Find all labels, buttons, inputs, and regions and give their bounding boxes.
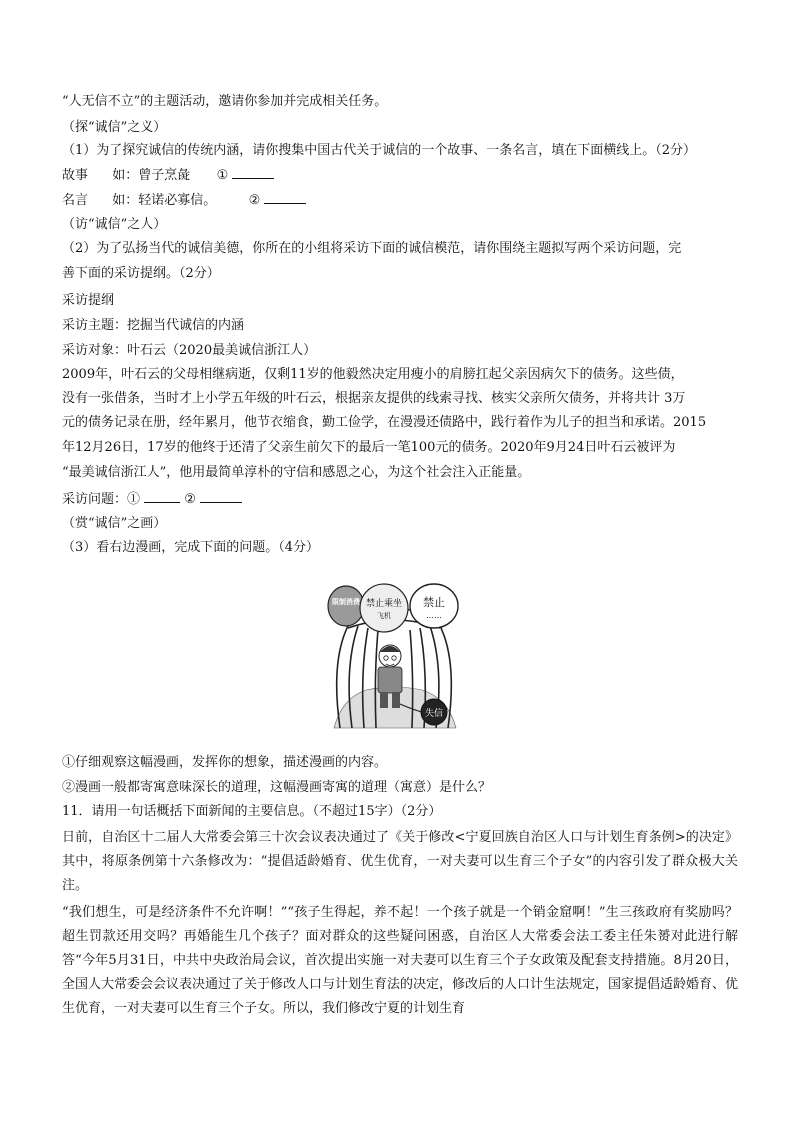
section-title-person: （访“诚信”之人） (62, 217, 167, 232)
story-line-4: 年12月26日，17岁的他终于还清了父亲生前欠下的最后一笔100元的债务。2020年9月24日叶石云被评为 (62, 440, 676, 455)
interview-blank-1[interactable] (144, 490, 180, 503)
outline-topic: 采访主题：挖掘当代诚信的内涵 (62, 318, 245, 333)
outline-title: 采访提纲 (62, 293, 115, 308)
saying-blank-marker: ② (248, 193, 261, 208)
saying-example: 如：轻诺必寡信。 (112, 193, 217, 208)
news-paragraph-2: “我们想生，可是经济条件不允许啊！”“孩子生得起，养不起！一个孩子就是一个销金窟啊！”生三孩政府有奖励吗？超生罚款还用交吗？再婚能生几个孩子？面对群众的这些疑问困惑，自治区人大常委会法工委主任朱赟对此进行解答“今年5月31日，中共中央政治局会议，首次提出实施一对夫妻可以生育三个子女政策及配套支持措施。8月20日，全国人大常委会会议表决通过了关于修改人口与计划生育法的决定，修改后的人口计生法规定，国家提倡适龄婚育、优生优育，一对夫妻可以生育三个子女。所以，我们修改宁夏的计划生育 (62, 905, 739, 1016)
sign-left-text: 限制消费 (332, 598, 360, 606)
question-3: （3）看右边漫画，完成下面的问题。（4分） (62, 540, 320, 555)
story-label: 故事 (62, 168, 89, 183)
sign-right-text-2: …… (426, 611, 442, 620)
section-title-meaning: （探“诚信”之义） (62, 120, 167, 135)
intro-line: “人无信不立”的主题活动，邀请你参加并完成相关任务。 (62, 94, 388, 109)
outline-subject: 采访对象：叶石云（2020最美诚信浙江人） (62, 343, 317, 358)
saying-label: 名言 (62, 193, 89, 208)
interview-questions-row (62, 490, 738, 508)
cartoon-image (322, 578, 466, 730)
question-2-line-1: （2）为了弘扬当代的诚信美德，你所在的小组将采访下面的诚信模范，请你围绕主题拟写两个采访问题，完 (62, 241, 682, 256)
saying-row (62, 191, 738, 209)
story-row (62, 166, 738, 184)
section-title-picture: （赏“诚信”之画） (62, 516, 167, 531)
shackle-ball-text: 失信 (424, 709, 444, 719)
sign-middle (360, 584, 408, 632)
sign-middle-text-1: 禁止乘坐 (365, 599, 403, 609)
question-3-sub-1: ①仔细观察这幅漫画，发挥你的想象，描述漫画的内容。 (62, 755, 388, 770)
sign-left (328, 586, 364, 626)
question-2-line-2: 善下面的采访提纲。（2分） (62, 266, 220, 281)
question-1: （1）为了探究诚信的传统内涵，请你搜集中国古代关于诚信的一个故事、一条名言，填在下面横线上。（2分） (62, 143, 697, 158)
sign-middle-text-2: 飞机 (377, 612, 391, 620)
question-11: 11．请用一句话概括下面新闻的主要信息。（不超过15字）（2分） (62, 804, 442, 819)
story-line-1: 2009年，叶石云的父母相继病逝，仅剩11岁的他毅然决定用瘦小的肩膀扛起父亲因病欠下的债务。这些债， (62, 367, 684, 382)
story-example: 如：曾子烹彘 (112, 168, 191, 183)
story-line-3: 元的债务记录在册，经年累月，他节衣缩食，勤工俭学，在漫漫还债路中，践行着作为儿子的担当和承诺。2015 (62, 415, 707, 430)
sign-right (410, 584, 458, 628)
question-3-sub-2: ②漫画一般都寄寓意味深长的道理，这幅漫画寄寓的道理（寓意）是什么？ (62, 780, 492, 795)
sign-right-text-1: 禁止 (423, 596, 445, 609)
interview-blank-2-marker: ② (184, 492, 196, 507)
saying-blank-line[interactable] (264, 191, 306, 204)
interview-questions-label: 采访问题：① (62, 492, 141, 507)
story-blank-marker: ① (216, 168, 229, 183)
story-line-5: “最美诚信浙江人”，他用最简单淳朴的守信和感恩之心，为这个社会注入正能量。 (62, 465, 531, 480)
interview-blank-2[interactable] (200, 490, 242, 503)
story-line-2: 没有一张借条，当时才上小学五年级的叶石云，根据亲友提供的线索寻找、核实父亲所欠债务，并将共计 3万 (62, 391, 686, 406)
news-paragraph-1: 日前，自治区十二届人大常委会第三十次会议表决通过了《关于修改<宁夏回族自治区人口与计划生育条例>的决定》其中，将原条例第十六条修改为：“提倡适龄婚育、优生优育，一对夫妻可以生育三个子女”的内容引发了群众极大关注。 (62, 830, 738, 893)
story-blank-line[interactable] (232, 166, 274, 179)
